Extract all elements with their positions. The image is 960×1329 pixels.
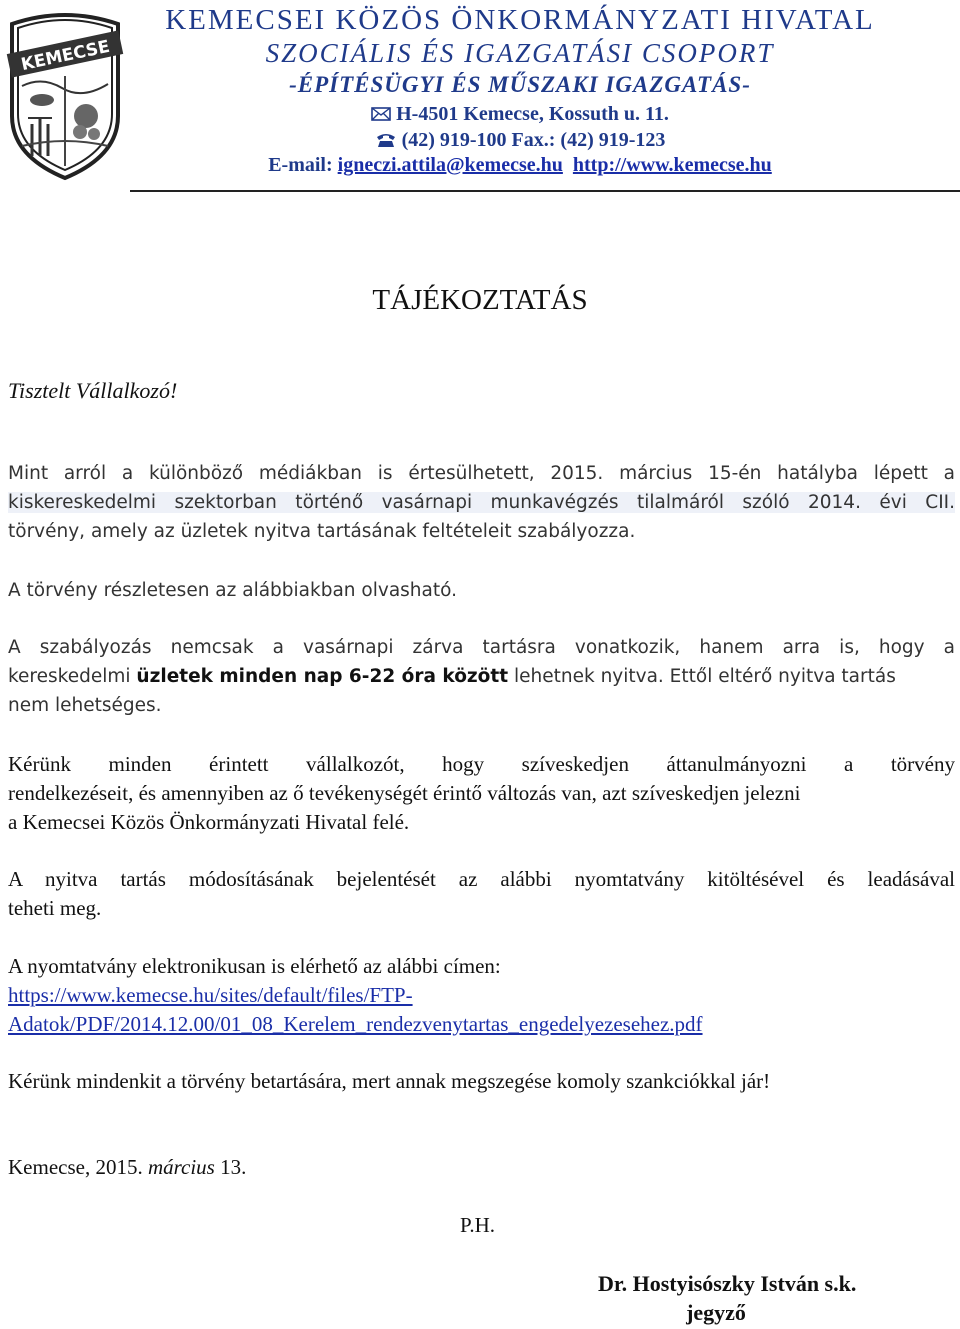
form-link-continued[interactable] — [8, 1012, 955, 1037]
website-link[interactable]: http://www.kemecse.hu — [572, 154, 772, 176]
phone-line — [130, 129, 910, 152]
paragraph-line — [8, 492, 955, 513]
highlighted-text: kiskereskedelmi szektorban történő vasárnapi munkavégzés tilalmáról szóló 2014. évi CII. — [8, 492, 955, 513]
group-name: SZOCIÁLIS ÉS IGAZGATÁSI CSOPORT — [265, 38, 775, 68]
page-title: TÁJÉKOZTATÁS — [372, 284, 588, 316]
envelope-icon — [371, 103, 396, 125]
paragraph-line: törvény, amely az üzletek nyitva tartásának feltételeit szabályozza. — [8, 521, 636, 542]
form-link-part2[interactable]: Adatok/PDF/2014.12.00/01_08_Kerelem_rendezvenytartas_engedelyezesehez.pdf — [8, 1012, 703, 1036]
phone-text: (42) 919-100 Fax.: (42) 919-123 — [401, 129, 666, 151]
form-link[interactable] — [8, 983, 955, 1008]
paragraph-line: A törvény részletesen az alábbiakban olvasható. — [8, 580, 457, 601]
paragraph-line: A nyomtatvány elektronikusan is elérhető az alábbi címen: — [8, 954, 501, 978]
bold-opening-hours: üzletek minden nap 6-22 óra között — [136, 666, 509, 687]
date-line — [8, 1155, 955, 1180]
kemecse-crest-logo — [2, 6, 128, 182]
paragraph-line — [8, 666, 955, 687]
signatory-title: jegyző — [686, 1300, 746, 1325]
paragraph-line: A szabályozás nemcsak a vasárnapi zárva tartásra vonatkozik, hanem arra is, hogy a — [8, 637, 955, 658]
paragraph-line: teheti meg. — [8, 896, 102, 920]
greeting: Tisztelt Vállalkozó! — [8, 378, 178, 403]
email-link[interactable]: igneczi.attila@kemecse.hu — [337, 154, 563, 176]
address-text: H-4501 Kemecse, Kossuth u. 11. — [396, 103, 669, 125]
paragraph-line: nem lehetséges. — [8, 695, 162, 716]
signatory-name: Dr. Hostyisószky István s.k. — [598, 1271, 857, 1296]
office-name: KEMECSEI KÖZÖS ÖNKORMÁNYZATI HIVATAL — [165, 4, 875, 36]
date-place-year: Kemecse, 2015. — [8, 1155, 143, 1179]
paragraph-line: Kérünk minden érintett vállalkozót, hogy szíveskedjen áttanulmányozni a törvény — [8, 752, 955, 776]
svg-text:KEMECSE: KEMECSE — [19, 36, 112, 76]
header-divider — [130, 190, 960, 192]
paragraph-line: rendelkezéseit, és amennyiben az ő tevékenységét érintő változás van, azt szíveskedjen jelezni — [8, 781, 801, 805]
date-day: 13. — [220, 1155, 247, 1179]
email-label: E-mail: — [268, 154, 333, 176]
paragraph-line: Mint arról a különböző médiákban is értesülhetett, 2015. március 15-én hatályba lépett a — [8, 463, 955, 484]
paragraph-line: A nyitva tartás módosításának bejelentését az alábbi nyomtatvány kitöltésével és leadásával — [8, 867, 955, 891]
stamp-placeholder: P.H. — [460, 1213, 496, 1237]
telephone-icon — [375, 129, 402, 151]
paragraph-line: a Kemecsei Közös Önkormányzati Hivatal felé. — [8, 810, 410, 834]
date-month: március — [147, 1155, 215, 1179]
address-line — [130, 103, 910, 126]
contact-line — [130, 154, 910, 177]
text-span: lehetnek nyitva. Ettől eltérő nyitva tartás — [513, 666, 896, 687]
text-span: kereskedelmi — [8, 666, 131, 687]
paragraph-line: Kérünk mindenkit a törvény betartására, mert annak megszegése komoly szankciókkal jár! — [8, 1069, 771, 1093]
department-name: -ÉPÍTÉSÜGYI ÉS MŰSZAKI IGAZGATÁS- — [289, 72, 751, 97]
form-link-part1[interactable]: https://www.kemecse.hu/sites/default/files/FTP- — [8, 983, 413, 1007]
